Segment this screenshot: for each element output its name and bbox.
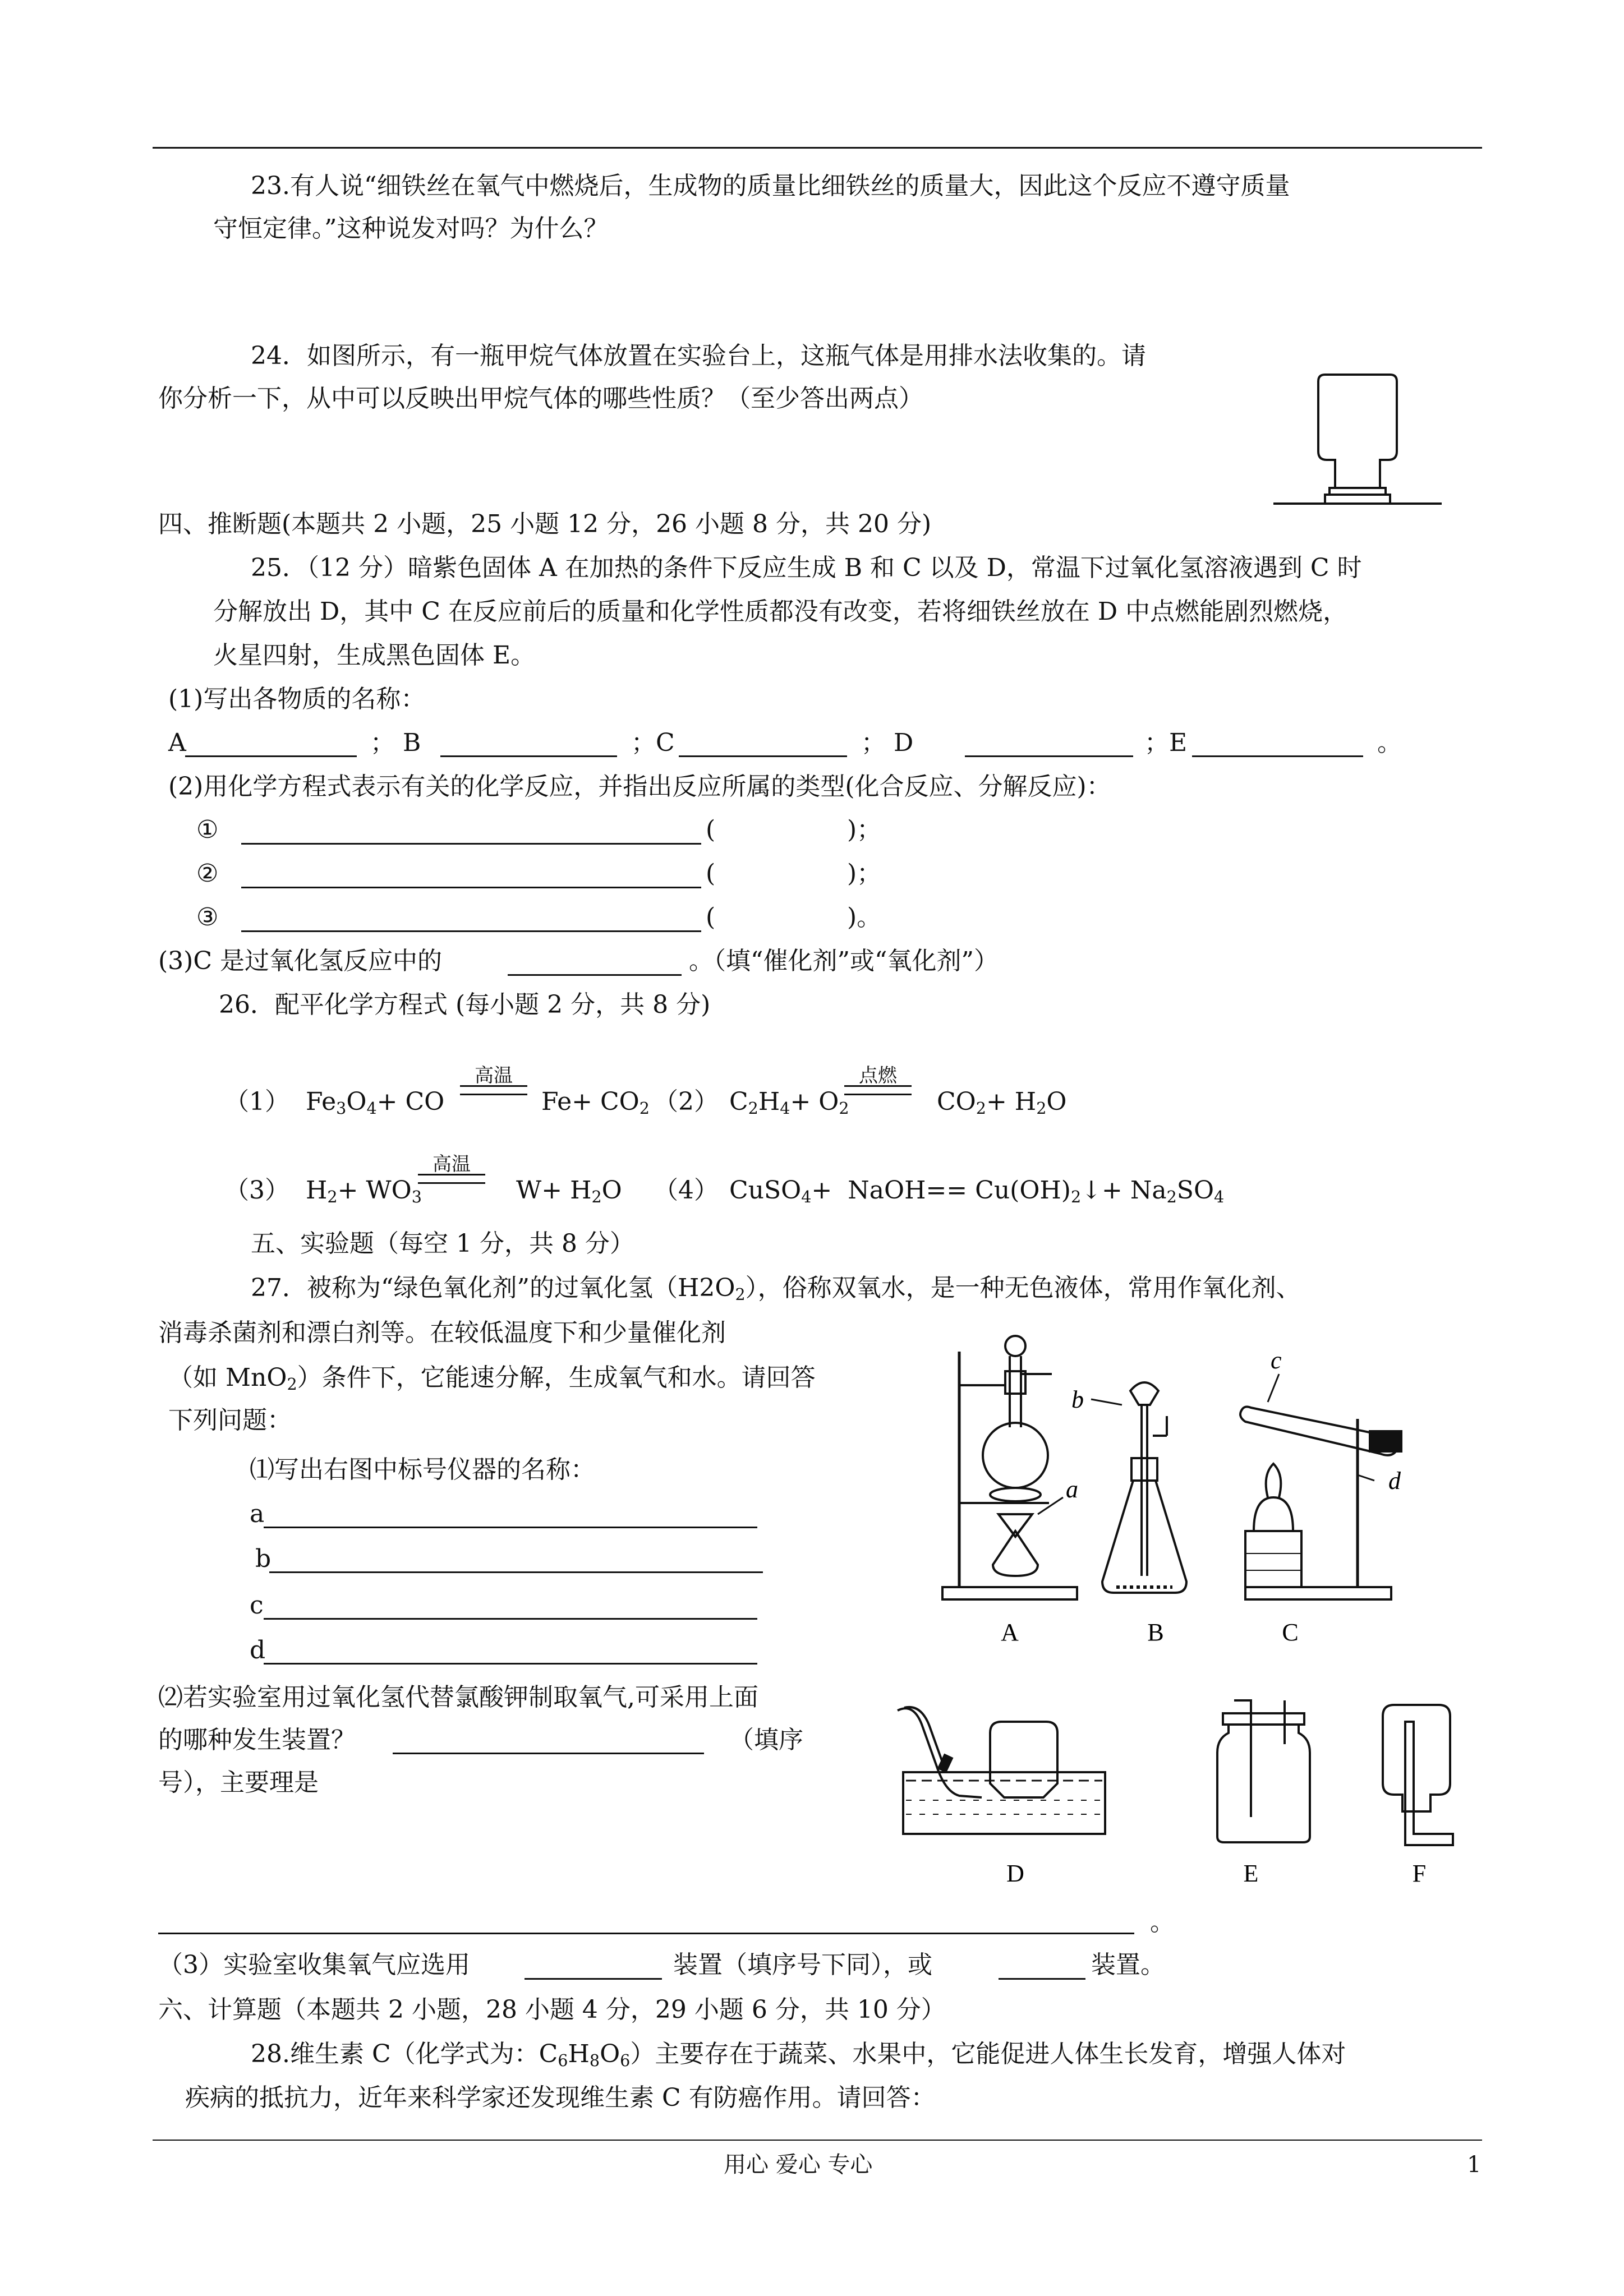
q28-line2: 疾病的抵抗力，近年来科学家还发现维生素 C 有防癌作用。请回答： <box>185 2083 936 2112</box>
q27-sub2-line1: ⑵若实验室用过氧化氢代替氯酸钾制取氧气,可采用上面 <box>158 1683 758 1712</box>
paren-close-1: )； <box>847 815 882 844</box>
q24-line1: 24．如图所示，有一瓶甲烷气体放置在实验台上，这瓶气体是用排水法收集的。请 <box>251 342 1146 370</box>
label-C: ；C <box>631 729 675 757</box>
page-number: 1 <box>1467 2152 1482 2178</box>
q26-e1-cond: 高温 <box>475 1064 513 1087</box>
instrument-blank-c[interactable] <box>264 1618 757 1620</box>
q23-line1: 23.有人说“细铁丝在氧气中燃烧后，生成物的质量比细铁丝的质量大，因此这个反应不遵守质量 <box>251 172 1290 200</box>
q27-sub3c: 装置。 <box>1091 1951 1165 1979</box>
instrument-blank-d[interactable] <box>264 1663 757 1665</box>
q26-title: 26．配平化学方程式 (每小题 2 分，共 8 分) <box>219 990 711 1019</box>
paren-close-2: )； <box>847 859 882 888</box>
q28-line1a-text: 28.维生素 C（化学式为：C <box>251 2040 558 2068</box>
label-E: ；E <box>1144 729 1188 757</box>
fig-letter-F: F <box>1412 1860 1427 1887</box>
paren-close-3: )。 <box>847 903 882 932</box>
q27-collect-blank-2[interactable] <box>999 1978 1085 1980</box>
fig-letter-E: E <box>1243 1860 1259 1887</box>
q27-sub2-line2b: （填序 <box>729 1726 803 1754</box>
section4-title: 四、推断题(本题共 2 小题，25 小题 12 分，26 小题 8 分，共 20 分) <box>158 510 932 538</box>
q26-e2-bar <box>844 1085 912 1095</box>
blank-B[interactable] <box>440 755 617 757</box>
q26-e2-right: $CO_2+ H_2O$ <box>937 1087 1067 1118</box>
q26-e3-left: $H_2+ WO_3$ <box>306 1176 422 1207</box>
q28-line1: 28.维生素 C（化学式为：$C_6H_8O_6$）主要存在于蔬菜、水果中，它能促进人体生长发育，增强人体对 <box>251 2040 1346 2071</box>
q26-e1-num: （1） <box>224 1087 289 1116</box>
fig-label-c: c <box>1271 1347 1282 1374</box>
fig-letter-B: B <box>1147 1619 1164 1646</box>
header-rule <box>153 147 1482 149</box>
q27-line1: 27．被称为“绿色氧化剂”的过氧化氢$(H2O_2)$，俗称双氧水，是一种无色液体，常用作氧化剂、 <box>251 1274 1301 1304</box>
blank-C[interactable] <box>679 755 847 757</box>
label-A: A <box>168 729 186 757</box>
q27-line3a-text: （如 MnO <box>168 1363 287 1392</box>
q27-sub1: ⑴写出右图中标号仪器的名称： <box>250 1455 595 1484</box>
q27-sub2-end: 。 <box>1150 1908 1175 1937</box>
q27-line1-text: 27．被称为“绿色氧化剂”的过氧化氢（H <box>251 1274 700 1302</box>
q26-e3-right: $W+ H_2O$ <box>516 1176 622 1207</box>
fig-letter-A: A <box>1001 1619 1019 1646</box>
q27-reason-blank[interactable] <box>158 1933 1134 1934</box>
gas-jar-figure <box>1273 370 1442 510</box>
q27-line2: 消毒杀菌剂和漂白剂等。在较低温度下和少量催化剂 <box>158 1318 726 1347</box>
q26-e2-left: $C_2H_4+ O_2$ <box>729 1087 849 1118</box>
q26-e1-bar <box>460 1085 527 1095</box>
paren-open-1: ( <box>706 815 716 844</box>
q25-sub2: (2)用化学方程式表示有关的化学反应，并指出反应所属的类型(化合反应、分解反应)： <box>168 772 1111 801</box>
section5-title: 五、实验题（每空 1 分，共 8 分） <box>251 1229 634 1258</box>
blank-D[interactable] <box>965 755 1133 757</box>
blank-E[interactable] <box>1192 755 1363 757</box>
instrument-blank-a[interactable] <box>264 1527 757 1528</box>
blank-label-d: d <box>250 1636 266 1665</box>
q27-sub2-line2a: 的哪种发生装置？ <box>158 1726 356 1754</box>
q27-line4: 下列问题： <box>168 1406 292 1435</box>
q27-line3: （如 MnO$_2$）条件下，它能速分解，生成氧气和水。请回答 <box>168 1363 816 1394</box>
paren-open-3: ( <box>706 903 716 932</box>
q26-e3-bar <box>418 1174 485 1184</box>
fig-label-b: b <box>1071 1386 1084 1413</box>
fig-letter-D: D <box>1006 1860 1024 1887</box>
blank-A[interactable] <box>185 755 357 757</box>
q27-sub2-line3: 号），主要理是 <box>158 1768 319 1797</box>
q26-e1-left: $Fe_3O_4+$ CO <box>306 1087 445 1118</box>
q27-device-blank[interactable] <box>393 1753 704 1754</box>
paren-open-2: ( <box>706 859 716 888</box>
fig-label-d: d <box>1388 1467 1401 1495</box>
fig-label-a: a <box>1066 1476 1078 1503</box>
q25-line1: 25．（12 分）暗紫色固体 A 在加热的条件下反应生成 B 和 C 以及 D，常温下过氧化氢溶液遇到 C 时 <box>251 554 1362 582</box>
q27-collect-blank-1[interactable] <box>525 1978 662 1980</box>
q25-sub3-prefix: (3)C 是过氧化氢反应中的 <box>158 947 442 975</box>
blank-label-c: c <box>250 1591 264 1620</box>
section6-title: 六、计算题（本题共 2 小题，28 小题 4 分，29 小题 6 分，共 10 分） <box>158 1995 946 2024</box>
q26-e4-num: （4） <box>654 1176 719 1205</box>
q24-line2: 你分析一下，从中可以反映出甲烷气体的哪些性质？（至少答出两点） <box>158 384 923 413</box>
eq-blank-3[interactable] <box>241 930 701 932</box>
q28-line1b-text: ）主要存在于蔬菜、水果中，它能促进人体生长发育，增强人体对 <box>630 2040 1346 2068</box>
q25-sub1: (1)写出各物质的名称： <box>168 685 426 713</box>
label-D: ； D <box>861 729 914 757</box>
label-B: ； B <box>370 729 421 757</box>
q23-line2: 守恒定律。”这种说发对吗？为什么？ <box>213 214 609 243</box>
q27-sub3a: （3）实验室收集氧气应选用 <box>158 1951 470 1979</box>
footer-rule <box>153 2140 1482 2141</box>
apparatus-figure-abc <box>931 1329 1425 1660</box>
eq-blank-2[interactable] <box>241 887 701 888</box>
q27-line3b-text: ）条件下，它能速分解，生成氧气和水。请回答 <box>297 1363 816 1392</box>
q26-e3-cond: 高温 <box>433 1153 471 1175</box>
eq-blank-1[interactable] <box>241 843 701 845</box>
q26-e3-num: （3） <box>224 1176 289 1205</box>
q25-sub3-blank[interactable] <box>508 974 682 976</box>
apparatus-figure-def <box>892 1699 1459 1890</box>
q25-line2: 分解放出 D，其中 C 在反应前后的质量和化学性质都没有改变，若将细铁丝放在 D 中点燃能剧烈燃烧， <box>213 597 1348 626</box>
eq-mark-3: ③ <box>196 903 219 932</box>
footer-center: 用心 爱心 专心 <box>724 2152 873 2178</box>
blank-label-b: b <box>255 1545 272 1573</box>
q25-sub3-suffix: 。（填“催化剂”或“氧化剂”） <box>689 947 999 975</box>
blank-label-a: a <box>250 1500 265 1528</box>
q26-e2-num: （2） <box>654 1087 719 1116</box>
q26-e1-right: $Fe+ CO_2$ <box>541 1087 650 1118</box>
q25-line3: 火星四射，生成黑色固体 E。 <box>213 641 536 670</box>
eq-mark-1: ① <box>196 815 219 844</box>
label-end: 。 <box>1377 729 1402 757</box>
q26-e2-cond: 点燃 <box>859 1064 897 1087</box>
instrument-blank-b[interactable] <box>269 1571 763 1573</box>
q26-e4-eq: CuSO$_4$+ NaOH== $Cu(OH)_2↓+ Na_2SO_4$ <box>729 1176 1225 1207</box>
fig-letter-C: C <box>1282 1619 1299 1646</box>
eq-mark-2: ② <box>196 859 219 888</box>
q27-line1b-text: ），俗称双氧水，是一种无色液体，常用作氧化剂、 <box>745 1274 1301 1302</box>
q27-sub3b: 装置（填序号下同），或 <box>673 1951 932 1979</box>
